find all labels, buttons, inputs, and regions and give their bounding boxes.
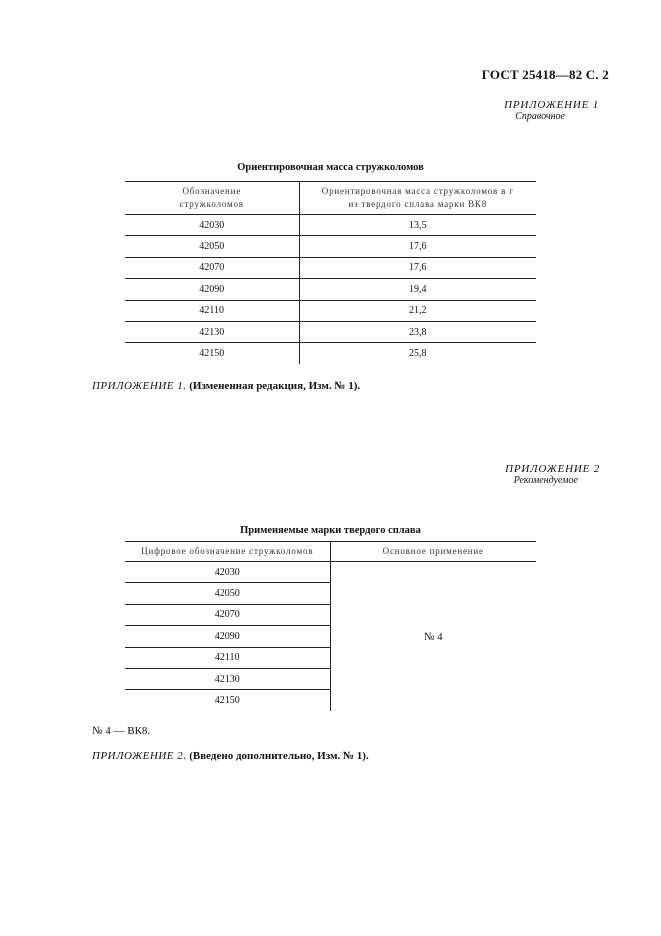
mass-table-header-mass: Ориентировочная масса стружколомов в г из твердого сплава марки ВК8 (321, 186, 514, 209)
appendix-2-note-text: (Введено дополнительно, Изм. № 1). (189, 750, 369, 762)
appendix-2-table-title: Применяемые марки твердого сплава (240, 525, 421, 536)
appendix-2-footnote: № 4 — ВК8. (92, 725, 151, 737)
appendix-1-note-text: (Измененная редакция, Изм. № 1). (189, 380, 361, 392)
mass-cell: 13,5 (409, 219, 427, 231)
appendix-1-label: ПРИЛОЖЕНИЕ 1 (504, 99, 599, 111)
appendix-1-status: Справочное (515, 111, 565, 122)
grade-table-body (125, 562, 536, 712)
grade-table-header-code: Цифровое обозначение стружколомов (125, 542, 330, 562)
table-row (125, 321, 536, 342)
code-cell: 42150 (125, 690, 330, 711)
table-row (125, 257, 536, 278)
mass-table-header-code: Обозначение стружколомов (125, 182, 299, 215)
code-cell: 42130 (125, 321, 299, 342)
code-cell: 42070 (125, 604, 330, 625)
appendix-2-note (92, 750, 369, 762)
grade-table-header-application: Основное применение (382, 546, 484, 556)
mass-table (125, 181, 536, 364)
appendix-2-note-ref: ПРИЛОЖЕНИЕ 2. (92, 750, 187, 762)
code-cell: 42110 (125, 647, 330, 668)
appendix-2-status: Рекомендуемое (513, 475, 578, 486)
grade-table (125, 541, 536, 711)
appendix-1-note (92, 380, 360, 392)
mass-cell: 21,2 (409, 305, 427, 317)
appendix-1-note-ref: ПРИЛОЖЕНИЕ 1. (92, 380, 187, 392)
table-row (125, 236, 536, 257)
mass-table-body (125, 215, 536, 365)
table-row (125, 562, 536, 583)
code-cell: 42150 (125, 343, 299, 364)
code-cell: 42050 (125, 236, 299, 257)
code-cell: 42130 (125, 668, 330, 689)
code-cell: 42110 (125, 300, 299, 321)
code-cell: 42070 (125, 257, 299, 278)
appendix-2-label: ПРИЛОЖЕНИЕ 2 (505, 463, 600, 475)
application-cell: № 4 (423, 630, 443, 643)
document-header: ГОСТ 25418—82 С. 2 (481, 67, 609, 82)
code-cell: 42030 (125, 215, 299, 236)
code-cell: 42050 (125, 583, 330, 604)
appendix-1-table-title: Ориентировочная масса стружколомов (237, 162, 424, 173)
table-row (125, 279, 536, 300)
mass-cell: 23,8 (409, 326, 427, 338)
mass-cell: 17,6 (409, 262, 427, 274)
code-cell: 42090 (125, 279, 299, 300)
code-cell: 42030 (125, 562, 330, 583)
table-row (125, 343, 536, 364)
mass-cell: 17,6 (409, 241, 427, 253)
mass-cell: 25,8 (409, 348, 427, 360)
table-row (125, 300, 536, 321)
table-row (125, 215, 536, 236)
code-cell: 42090 (125, 626, 330, 647)
mass-cell: 19,4 (409, 283, 427, 295)
